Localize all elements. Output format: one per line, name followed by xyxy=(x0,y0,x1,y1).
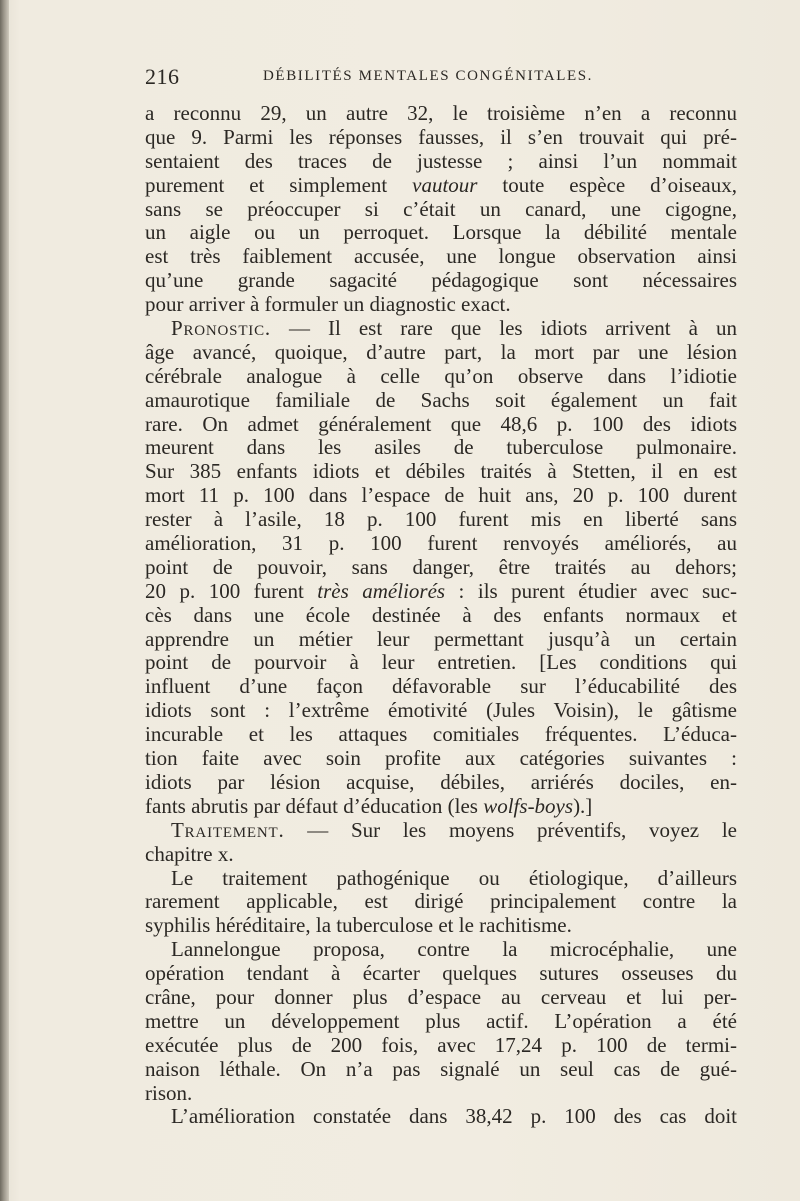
text-line: rarement applicable, est dirigé principalement contre la xyxy=(145,889,737,914)
text-line: naison léthale. On n’a pas signalé un seul cas de gué- xyxy=(145,1056,737,1081)
text-line: crâne, pour donner plus d’espace au cerveau et lui per- xyxy=(145,984,737,1009)
text-line: tion faite avec soin profite aux catégories suivantes : xyxy=(145,746,737,771)
text-line: amélioration, 31 p. 100 furent renvoyés améliorés, au xyxy=(145,531,737,556)
text-run: 20 p. 100 furent xyxy=(145,578,318,603)
text-line: qu’une grande sagacité pédagogique sont nécessaires xyxy=(145,268,737,293)
body-text xyxy=(145,102,737,1129)
text-line: syphilis héréditaire, la tuberculose et le rachitisme. xyxy=(145,913,572,938)
text-line: a reconnu 29, un autre 32, le troisième n’en a reconnu xyxy=(145,101,737,125)
text-run: purement et simplement xyxy=(145,172,413,197)
section-heading-traitement xyxy=(145,819,737,843)
text-line: opération tendant à écarter quelques sutures osseuses du xyxy=(145,961,737,986)
text-line: âge avancé, quoique, d’autre part, la mort par une lésion xyxy=(145,339,737,364)
text-line xyxy=(145,795,737,819)
text-line: apprendre un métier leur permettant jusqu’à un certain xyxy=(145,626,737,651)
text-line: chapitre x. xyxy=(145,841,234,866)
text-line: amaurotique familiale de Sachs soit également un fait xyxy=(145,387,737,412)
text-line: sentaient des traces de justesse ; ainsi l’un nommait xyxy=(145,148,737,173)
italic-term-vautour: vautour xyxy=(412,172,478,197)
text-line: rester à l’asile, 18 p. 100 furent mis en liberté sans xyxy=(145,507,737,532)
text-line xyxy=(145,174,737,198)
text-line: que 9. Parmi les réponses fausses, il s’en trouvait qui pré- xyxy=(145,124,737,149)
text-run: — Sur les moyens préventifs, voyez le xyxy=(284,817,737,842)
text-line: mettre un développement plus actif. L’opération a été xyxy=(145,1008,737,1033)
text-line: L’amélioration constatée dans 38,42 p. 100 des cas doit xyxy=(171,1104,737,1129)
text-line: point de pourvoir à leur entretien. [Les conditions qui xyxy=(145,650,737,675)
text-line: meurent dans les asiles de tuberculose pulmonaire. xyxy=(145,435,737,460)
text-run: ).] xyxy=(573,793,593,818)
text-line: Sur 385 enfants idiots et débiles traités à Stetten, il en est xyxy=(145,459,737,484)
text-run: toute espèce d’oiseaux, xyxy=(477,172,737,197)
text-line: mort 11 p. 100 dans l’espace de huit ans, 20 p. 100 durent xyxy=(145,483,737,508)
text-line: cès dans une école destinée à des enfants normaux et xyxy=(145,602,737,627)
text-line: point de pouvoir, sans danger, être traités au dehors; xyxy=(145,554,737,579)
text-line: un aigle ou un perroquet. Lorsque la débilité mentale xyxy=(145,220,737,245)
text-line: sans se préoccuper si c’était un canard, une cigogne, xyxy=(145,196,737,221)
section-title-traitement: Traitement. xyxy=(171,817,285,842)
text-line: pour arriver à formuler un diagnostic exact. xyxy=(145,292,511,317)
text-line: rare. On admet généralement que 48,6 p. 100 des idiots xyxy=(145,411,737,436)
text-line: Lannelongue proposa, contre la microcéphalie, une xyxy=(171,937,737,962)
page-number: 216 xyxy=(145,64,180,89)
text-line: idiots par lésion acquise, débiles, arriérés dociles, en- xyxy=(145,769,737,794)
text-line: idiots sont : l’extrême émotivité (Jules Voisin), le gâtisme xyxy=(145,698,737,723)
text-run: fants abrutis par défaut d’éducation (les xyxy=(145,793,484,818)
italic-term-tres-ameliores: très améliorés xyxy=(317,578,446,603)
italic-term-wolfs-boys: wolfs-boys xyxy=(483,793,574,818)
text-line: exécutée plus de 200 fois, avec 17,24 p. 100 de termi- xyxy=(145,1032,737,1057)
text-run: — Il est rare que les idiots arrivent à un xyxy=(270,316,737,341)
text-line: Le traitement pathogénique ou étiologique, d’ailleurs xyxy=(171,865,737,890)
text-run: : ils purent étudier avec suc- xyxy=(445,578,737,603)
text-line: incurable et les attaques comitiales fréquentes. L’éduca- xyxy=(145,722,737,747)
text-line: est très faiblement accusée, une longue observation ainsi xyxy=(145,244,737,269)
page-spine-shadow xyxy=(0,0,9,1201)
section-title-pronostic: Pronostic. xyxy=(171,316,271,341)
page-header xyxy=(145,64,737,94)
text-line: rison. xyxy=(145,1080,193,1105)
text-line xyxy=(145,580,737,604)
text-line: influent d’une façon défavorable sur l’éducabilité des xyxy=(145,674,737,699)
section-heading-pronostic xyxy=(145,317,737,341)
running-title: DÉBILITÉS MENTALES CONGÉNITALES. xyxy=(263,68,594,84)
text-line: cérébrale analogue à celle qu’on observe dans l’idiotie xyxy=(145,363,737,388)
